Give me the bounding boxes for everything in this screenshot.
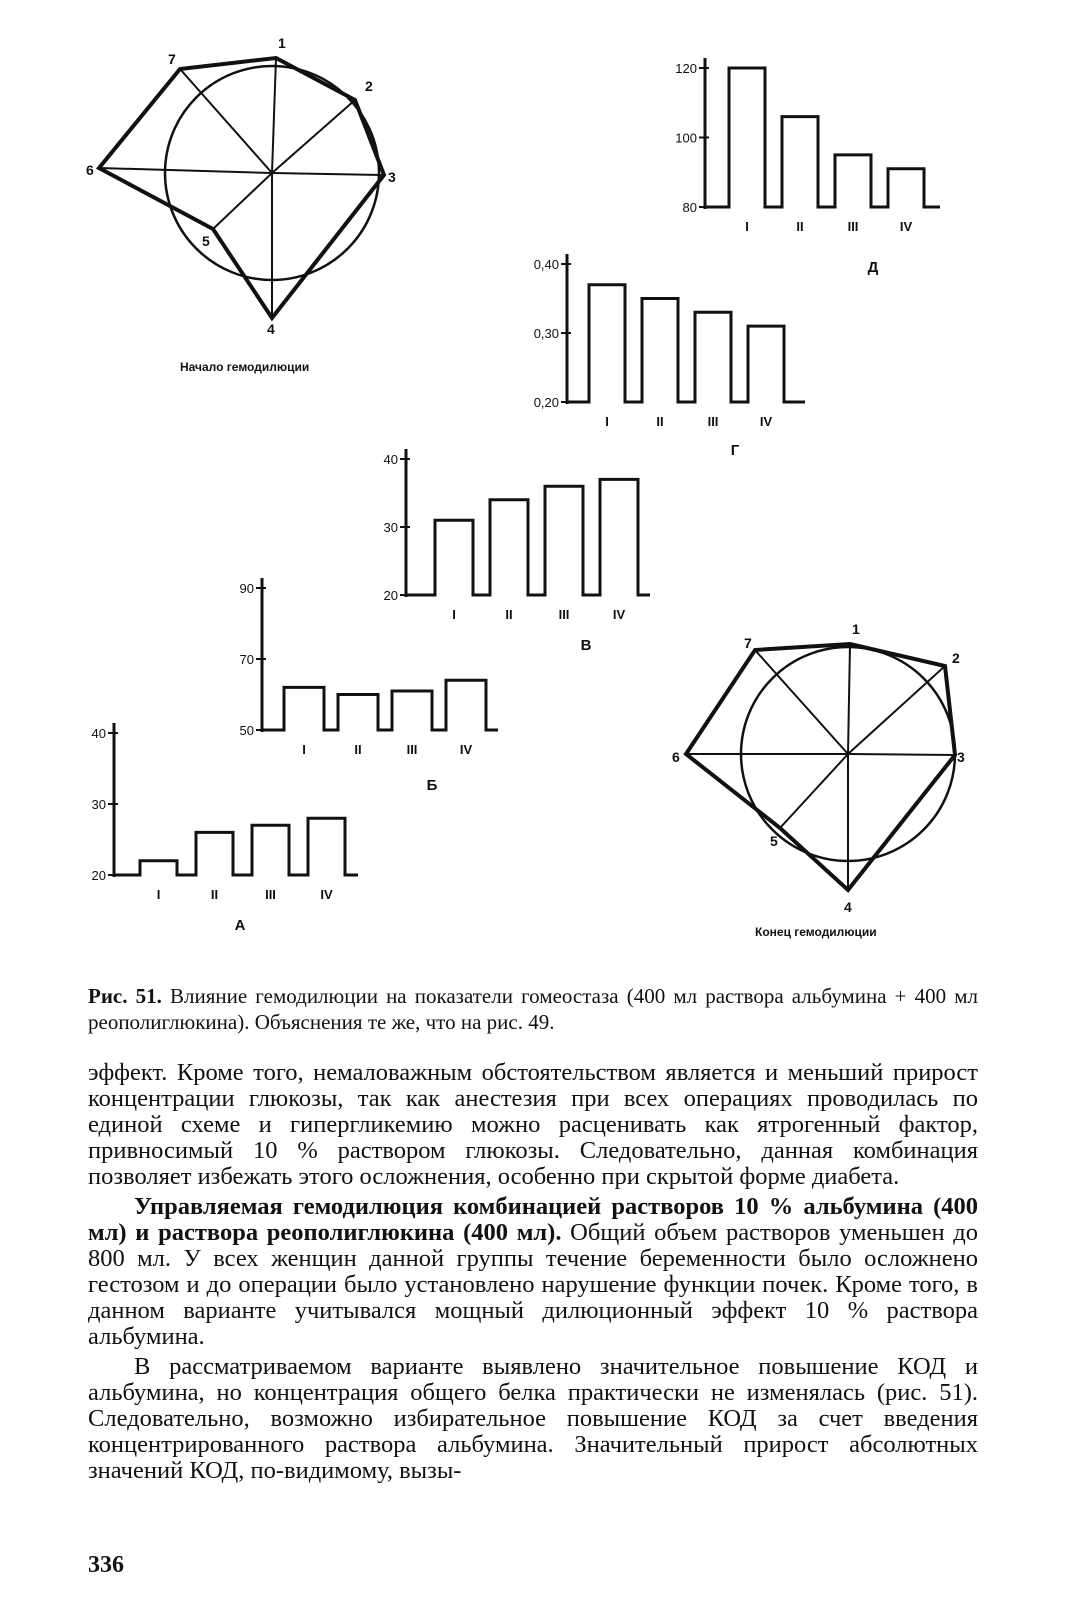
bar-chart-b-bar-4 <box>446 680 486 730</box>
bar-chart-d-bar-2 <box>782 117 818 207</box>
paragraph-2-text: Общий объем растворов уменьшен до 800 мл. У всех женщин данной группы течение беременности было осложнено гестозом и до операции было установлено нарушение функции почек. Кроме того, в данном варианте учитывался мощный дилюционный эффект 10 % раствора альбумина. <box>88 1219 978 1350</box>
radar-end-polygon <box>686 644 955 890</box>
bar-chart-v-bar-2 <box>490 500 528 595</box>
bar-chart-d-category-label: III <box>847 219 859 234</box>
radar-start-label-3: 3 <box>388 169 396 185</box>
bar-chart-a-category-label: IV <box>320 887 333 902</box>
radar-end-label-5: 5 <box>770 833 778 849</box>
radar-start-label-1: 1 <box>278 35 286 51</box>
bar-chart-v <box>384 449 650 654</box>
bar-chart-a-panel-letter: А <box>234 917 246 934</box>
bar-chart-b-bar-2 <box>338 695 378 731</box>
figure-caption <box>88 983 978 1035</box>
bar-chart-v-outline <box>406 479 650 595</box>
bar-chart-d-panel-letter: Д <box>867 259 879 276</box>
bar-chart-v-tick-label: 20 <box>383 588 398 603</box>
radar-end-label-4: 4 <box>844 899 852 915</box>
radar-start-label-4: 4 <box>267 321 275 337</box>
bar-chart-a-tick-label: 40 <box>91 726 106 741</box>
bar-chart-g-bar-1 <box>589 285 625 402</box>
bar-chart-g-category-label: I <box>605 414 609 429</box>
radar-start-label-7: 7 <box>168 51 176 67</box>
radar-end-label-1: 1 <box>852 621 860 637</box>
bar-chart-a-bar-2 <box>196 832 233 875</box>
bar-chart-g-tick-label: 0,40 <box>533 257 559 272</box>
bar-chart-d-bar-1 <box>729 68 765 207</box>
bar-chart-g-tick-label: 0,20 <box>533 395 559 410</box>
bar-chart-d-bar-4 <box>888 169 924 207</box>
bar-chart-v-category-label: I <box>452 607 456 622</box>
paragraph-1: эффект. Кроме того, немаловажным обстоятельством является и меньший прирост концентрации глюкозы, так как анестезия при всех операциях проводилась по единой схеме и гипергликемию можно расценивать как ятрогенный фактор, привносимый 10 % раствором глюкозы. Следовательно, данная комбинация позволяет избежать этого осложнения, особенно при скрытой форме диабета. <box>88 1059 978 1190</box>
bar-chart-v-bar-1 <box>435 520 473 595</box>
bar-chart-d-category-label: II <box>796 219 804 234</box>
paragraph-2 <box>88 1194 978 1350</box>
radar-end-caption: Конец гемодилюции <box>755 925 877 939</box>
body-text <box>88 1060 978 1488</box>
radar-end-label-3: 3 <box>957 749 965 765</box>
bar-chart-d-tick-label: 80 <box>682 200 697 215</box>
bar-chart-a <box>92 723 358 934</box>
bar-chart-a-bar-3 <box>252 825 289 875</box>
bar-chart-b-panel-letter: Б <box>426 777 438 794</box>
bar-chart-g-tick-label: 0,30 <box>533 326 559 341</box>
bar-chart-g-category-label: IV <box>759 414 773 429</box>
bar-chart-b-tick-label: 70 <box>239 652 254 667</box>
radar-start-polygon <box>99 58 384 318</box>
bar-chart-g-bar-4 <box>748 326 784 402</box>
bar-chart-b-outline <box>262 680 498 730</box>
bar-chart-d-bar-3 <box>835 155 871 207</box>
radar-end-label-2: 2 <box>952 650 960 666</box>
bar-chart-b-category-label: I <box>302 742 306 757</box>
bar-chart-g-panel-letter: Г <box>730 442 740 459</box>
bar-chart-b-category-label: III <box>406 742 418 757</box>
radar-end-label-7: 7 <box>744 635 752 651</box>
bar-chart-b-category-label: IV <box>459 742 473 757</box>
figure-caption-label: Рис. 51. <box>88 984 162 1008</box>
bar-chart-v-bar-4 <box>600 479 638 595</box>
bar-chart-d-tick-label: 120 <box>675 61 697 76</box>
bar-chart-v-category-label: IV <box>612 607 626 622</box>
bar-chart-a-category-label: I <box>156 887 161 902</box>
bar-chart-g-category-label: II <box>656 414 664 429</box>
bar-chart-d-category-label: IV <box>899 219 913 234</box>
bar-chart-b-tick-label: 90 <box>239 581 254 596</box>
bar-chart-v-panel-letter: В <box>580 637 592 654</box>
bar-chart-d-tick-label: 100 <box>675 130 697 146</box>
bar-chart-v-category-label: II <box>505 607 513 622</box>
bar-chart-a-bar-1 <box>140 861 177 875</box>
radar-end-label-6: 6 <box>672 749 680 765</box>
bar-chart-a-tick-label: 30 <box>91 797 106 812</box>
bar-chart-v-tick-label: 30 <box>383 520 398 535</box>
bar-chart-a-tick-label: 20 <box>91 868 106 883</box>
bar-chart-g-bar-3 <box>695 312 731 402</box>
bar-chart-v-tick-label: 40 <box>383 452 398 467</box>
figure-caption-text: Влияние гемодилюции на показатели гомеостаза (400 мл раствора альбумина + 400 мл реополиглюкина). Объяснения те же, что на рис. 49. <box>88 984 978 1034</box>
bar-chart-a-category-label: II <box>210 887 219 902</box>
radar-start-label-5: 5 <box>202 233 210 249</box>
bar-chart-d <box>675 58 940 276</box>
paragraph-2-heading: Управляемая гемодилюция комбинацией растворов 10 % альбумина (400 мл) и раствора реополиглюкина (400 мл). <box>88 1193 978 1246</box>
radar-start-caption: Начало гемодилюции <box>180 360 310 374</box>
bar-chart-a-bar-4 <box>308 818 345 875</box>
bar-chart-g <box>534 254 805 459</box>
bar-chart-b <box>240 578 498 794</box>
bar-chart-b-bar-1 <box>284 687 324 730</box>
bar-chart-d-outline <box>705 68 940 207</box>
bar-chart-g-outline <box>567 285 805 402</box>
bar-chart-g-bar-2 <box>642 299 678 403</box>
bar-chart-b-tick-label: 50 <box>239 723 254 738</box>
paragraph-3: В рассматриваемом варианте выявлено значительное повышение КОД и альбумина, но концентрация общего белка практически не изменялась (рис. 51). Следовательно, возможно избирательное повышение КОД за счет введения концентрированного раствора альбумина. Значительный прирост абсолютных значений КОД, по-видимому, вызы- <box>88 1353 978 1484</box>
bar-chart-a-category-label: III <box>265 887 276 902</box>
radar-start-label-6: 6 <box>86 162 94 178</box>
bar-chart-a-outline <box>114 818 358 875</box>
radar-start <box>86 35 396 374</box>
bar-chart-v-category-label: III <box>558 607 570 622</box>
radar-end <box>672 621 965 939</box>
bar-chart-b-category-label: II <box>354 742 362 757</box>
radar-start-label-2: 2 <box>365 78 373 94</box>
page-number: 336 <box>88 1552 124 1578</box>
bar-chart-g-category-label: III <box>707 414 719 429</box>
bar-chart-v-bar-3 <box>545 486 583 595</box>
bar-chart-b-bar-3 <box>392 691 432 730</box>
bar-chart-d-category-label: I <box>745 219 749 234</box>
